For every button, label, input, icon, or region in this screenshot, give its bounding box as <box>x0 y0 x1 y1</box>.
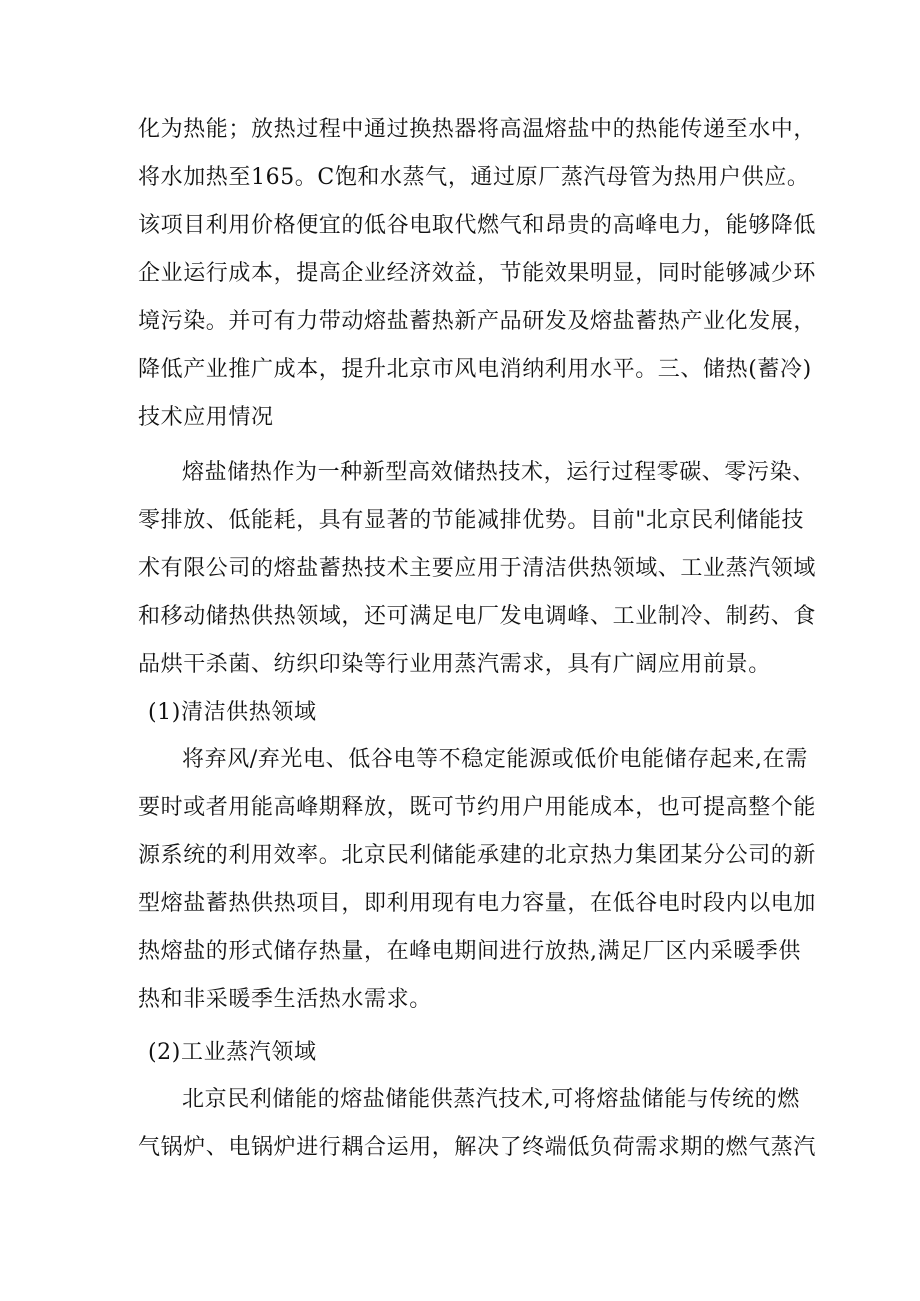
text-line: 气锅炉、电锅炉进行耦合运用，解决了终端低负荷需求期的燃气蒸汽 <box>138 1135 817 1160</box>
text-line: 该项目利用价格便宜的低谷电取代燃气和昂贵的高峰电力，能够降低 <box>138 213 817 238</box>
text-line: 热和非采暖季生活热水需求。 <box>138 987 432 1012</box>
paragraph-first-line: 将弃风/弃光电、低谷电等不稳定能源或低价电能储存起来,在需 <box>182 747 808 772</box>
section-heading: 技术应用情况 <box>138 405 274 430</box>
subsection-heading: (2)工业蒸汽领域 <box>148 1040 317 1065</box>
text-line: 降低产业推广成本，提升北京市风电消纳利用水平。三、储热(蓄冷) <box>138 357 812 382</box>
subsection-heading: (1)清洁供热领域 <box>148 700 317 725</box>
text-line: 热熔盐的形式储存热量，在峰电期间进行放热,满足厂区内采暖季供 <box>138 939 801 964</box>
paragraph-first-line: 北京民利储能的熔盐储能供蒸汽技术,可将熔盐储能与传统的燃 <box>182 1087 800 1112</box>
text-line: 零排放、低能耗，具有显著的节能减排优势。目前"北京民利储能技 <box>138 508 805 533</box>
text-line: 术有限公司的熔盐蓄热技术主要应用于清洁供热领域、工业蒸汽领域 <box>138 556 817 581</box>
text-line: 化为热能；放热过程中通过换热器将高温熔盐中的热能传递至水中， <box>138 117 817 142</box>
text-line: 和移动储热供热领域，还可满足电厂发电调峰、工业制冷、制药、食 <box>138 604 817 629</box>
text-line: 境污染。并可有力带动熔盐蓄热新产品研发及熔盐蓄热产业化发展， <box>138 309 817 334</box>
text-line: 源系统的利用效率。北京民利储能承建的北京热力集团某分公司的新 <box>138 843 817 868</box>
paragraph-first-line: 熔盐储热作为一种新型高效储热技术，运行过程零碳、零污染、 <box>182 460 815 485</box>
text-line: 企业运行成本，提高企业经济效益，节能效果明显，同时能够减少环 <box>138 261 817 286</box>
text-line: 品烘干杀菌、纺织印染等行业用蒸汽需求，具有广阔应用前景。 <box>138 652 771 677</box>
text-line: 型熔盐蓄热供热项目，即利用现有电力容量，在低谷电时段内以电加 <box>138 891 817 916</box>
text-line: 将水加热至165。C饱和水蒸气，通过原厂蒸汽母管为热用户供应。 <box>138 165 810 190</box>
text-line: 要时或者用能高峰期释放，既可节约用户用能成本，也可提高整个能 <box>138 795 817 820</box>
